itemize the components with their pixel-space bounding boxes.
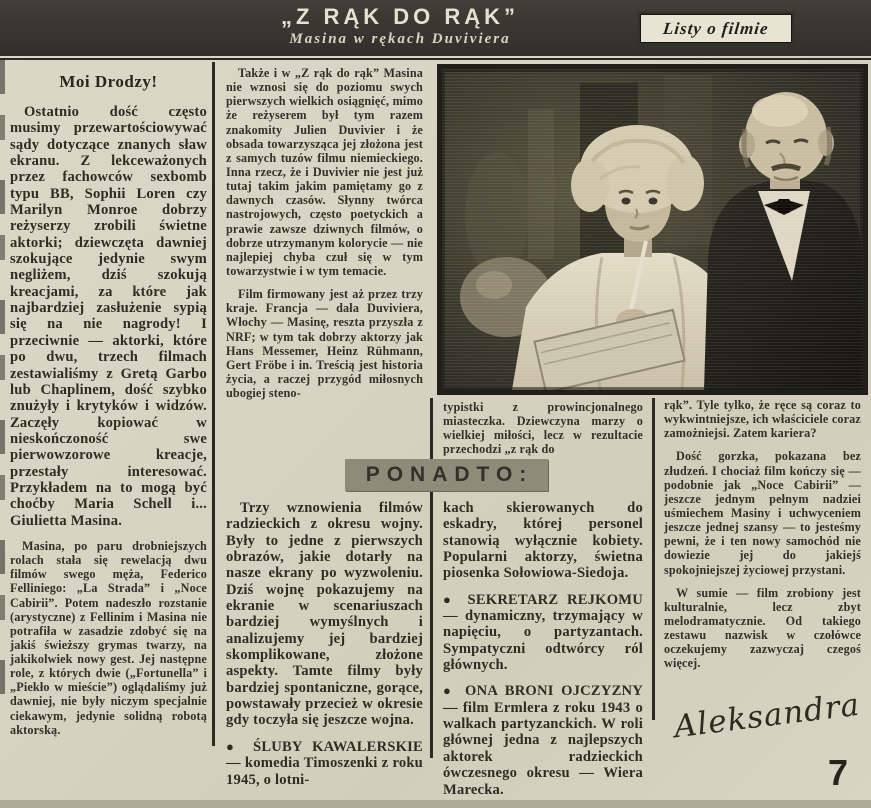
ponadto-section-header	[345, 459, 548, 491]
film-still-illustration	[442, 69, 863, 390]
author-signature: Aleksandra	[672, 686, 862, 746]
bullet-icon: ●	[226, 738, 240, 754]
column-1	[10, 72, 207, 746]
paragraph: Także i w „Z rąk do rąk” Masina nie wznosi się do poziomu swych pierwszych wielkich osiągnięć, mimo że reżyserem był tym razem znakomity Julien Duvivier i że obsada towarzysząca jej złożona jest z samych tuzów filmu niemieckiego. Inna rzecz, że i Duvivier nie jest już tutaj takim jakim pamiętamy go z dawnych czasów. Słynny twórca nastrojowych, często poetyckich a prawie zawsze dziwnych filmów, o dobrze utrzymanym kolorycie — nie najlepiej chyba czuł się w tym towarzystwie i w tym temacie.	[226, 66, 423, 278]
column-4	[664, 398, 861, 680]
paragraph: Masina, po paru drobniejszych rolach stała się rewelacją dwu filmów swego męża, Federico Felliniego: „La Strada” i „Noce Cabirii”. Potem nadeszło rozstanie (arystyczne) z Fellinim i Masina nie potrafiła w zasadzie zdobyć się na jakiś świeższy grymas twarzy, na jakikolwiek nowy gest. Jej następne role, z których dwie („Fortunella” i „Piekło w mieście”) oglądaliśmy już dawniej, nie były niczym specjalnie ciekawym, jedynie solidną robotą aktorską.	[10, 538, 207, 737]
column-divider	[212, 62, 215, 746]
film-list-item	[443, 592, 643, 674]
ponadto-label: PONADTO:	[365, 463, 534, 486]
paragraph: kach skierowanych do eskadry, której personel stanowią wyłącznie kobiety. Popularni aktorzy, świetna piosenka Sołowiowa-Siedoja.	[443, 500, 643, 582]
column-2-lower	[226, 500, 423, 798]
paragraph: Dość gorzka, pokazana bez złudzeń. I chociaż film kończy się — podobnie jak „Noce Cabirii” — jeszcze jednym pełnym nadziei uśmiechem Masiny i uchwyceniem jeszcze jednej szansy — to jesteśmy pewni, że i ten nowy samochód nie dowiezie jej do jakiejś spokojniejszej życiowej przystani.	[664, 449, 861, 577]
paragraph: W sumie — film zrobiony jest kulturalnie, lecz zbyt melodramatycznie. Od takiego zestawu nazwisk w czołówce oczekujemy zazwyczaj czegoś więcej.	[664, 585, 861, 671]
article-subtitle: Masina w rękach Duviviera	[289, 31, 511, 47]
column-badge	[640, 14, 792, 43]
film-item-text: ŚLUBY KAWALERSKIE — komedia Timoszenki z roku 1945, o lotni-	[226, 738, 423, 788]
film-still-photo	[437, 64, 868, 395]
column-badge-label: Listy o filmie	[662, 18, 770, 38]
film-item-text: ONA BRONI OJCZYZNY — film Ermlera z roku 1943 o walkach partyzanckich. W roli głównej jedna z najlepszych aktorek radzieckich ówczesnego okresu — Wiera Marecka.	[443, 683, 643, 798]
paragraph: Ostatnio dość często musimy przewartościowywać sądy dotyczące znanych sław ekranu. Z lekceważonych przez fachowców sexbomb typu BB, Sophii Loren czy Marilyn Monroe dobrzy reżyserzy zrobili świetne aktorki; dziewczęta dawniej szokujące jedynie swym negliżem, dziś szokują kreacjami, za które jak najbardziej zasłużenie sypią się na nie nagrody! I przeciwnie — aktorki, które po dwu, trzech filmach zestawialiśmy z Gretą Garbo lub Chaplinem, dość szybko znużyły i krytyków i widzów. Zaczęły kopiować w nieskończoność swe pierwowzorowe kreacje, przestały interesować. Przykładem na to mogą być choćby Maria Schell i... Giulietta Masina.	[10, 104, 207, 529]
column-3-upper	[443, 400, 643, 466]
column-divider	[430, 398, 433, 758]
paragraph: typistki z prowincjonalnego miasteczka. Dziewczyna marzy o wielkiej miłości, lecz w rezultacie przechodzi „z rąk do	[443, 400, 643, 457]
article-title: „Z RĄK DO RĄK”	[280, 4, 520, 29]
column-3-lower	[443, 500, 643, 808]
column-divider	[652, 398, 655, 720]
article-header-bar	[0, 0, 871, 56]
page-number: 7	[828, 752, 849, 793]
column-2-upper	[226, 66, 423, 409]
letter-salutation: Moi Drodzy!	[59, 72, 158, 91]
bullet-icon: ●	[443, 591, 456, 607]
paragraph: Trzy wznowienia filmów radzieckich z okresu wojny. Były to jedne z pierwszych obrazów, jakie dotarły na nasze ekrany po wyzwoleniu. Dziś wojnę pokazujemy na ekranie w scenariuszach bardziej wymyślnych i analizujemy jej bardziej skomplikowane, złożone aspekty. Tamte filmy były bardziej spontaniczne, gorące, powstawały przecież w okresie gdy toczyła się jeszcze wojna.	[226, 500, 423, 729]
film-list-item	[226, 739, 423, 788]
bullet-icon: ●	[443, 683, 455, 699]
paragraph: rąk”. Tyle tylko, że ręce są coraz to wykwintniejsze, ich właściciele coraz zamożniejsi. Zatem kariera?	[664, 398, 861, 441]
film-item-text: SEKRETARZ REJKOMU — dynamiczny, trzymający w napięciu, o partyzantach. Sympatyczni odtwórcy ról głównych.	[443, 591, 643, 674]
article-titles	[235, 4, 565, 48]
header-rule	[0, 58, 871, 60]
paragraph: Film firmowany jest aż przez trzy kraje. Francja — dała Duviviera, Włochy — Masinę, reszta przyszła z NRF; w tym tak dobrzy aktorzy jak Hans Messemer, Heinz Rühmann, Gert Fröbe i in. Treścią jest historia życia, a raczej przygód miłosnych ubogiej steno-	[226, 287, 423, 401]
scan-edge-artifact	[0, 60, 5, 700]
film-list-item	[443, 683, 643, 797]
